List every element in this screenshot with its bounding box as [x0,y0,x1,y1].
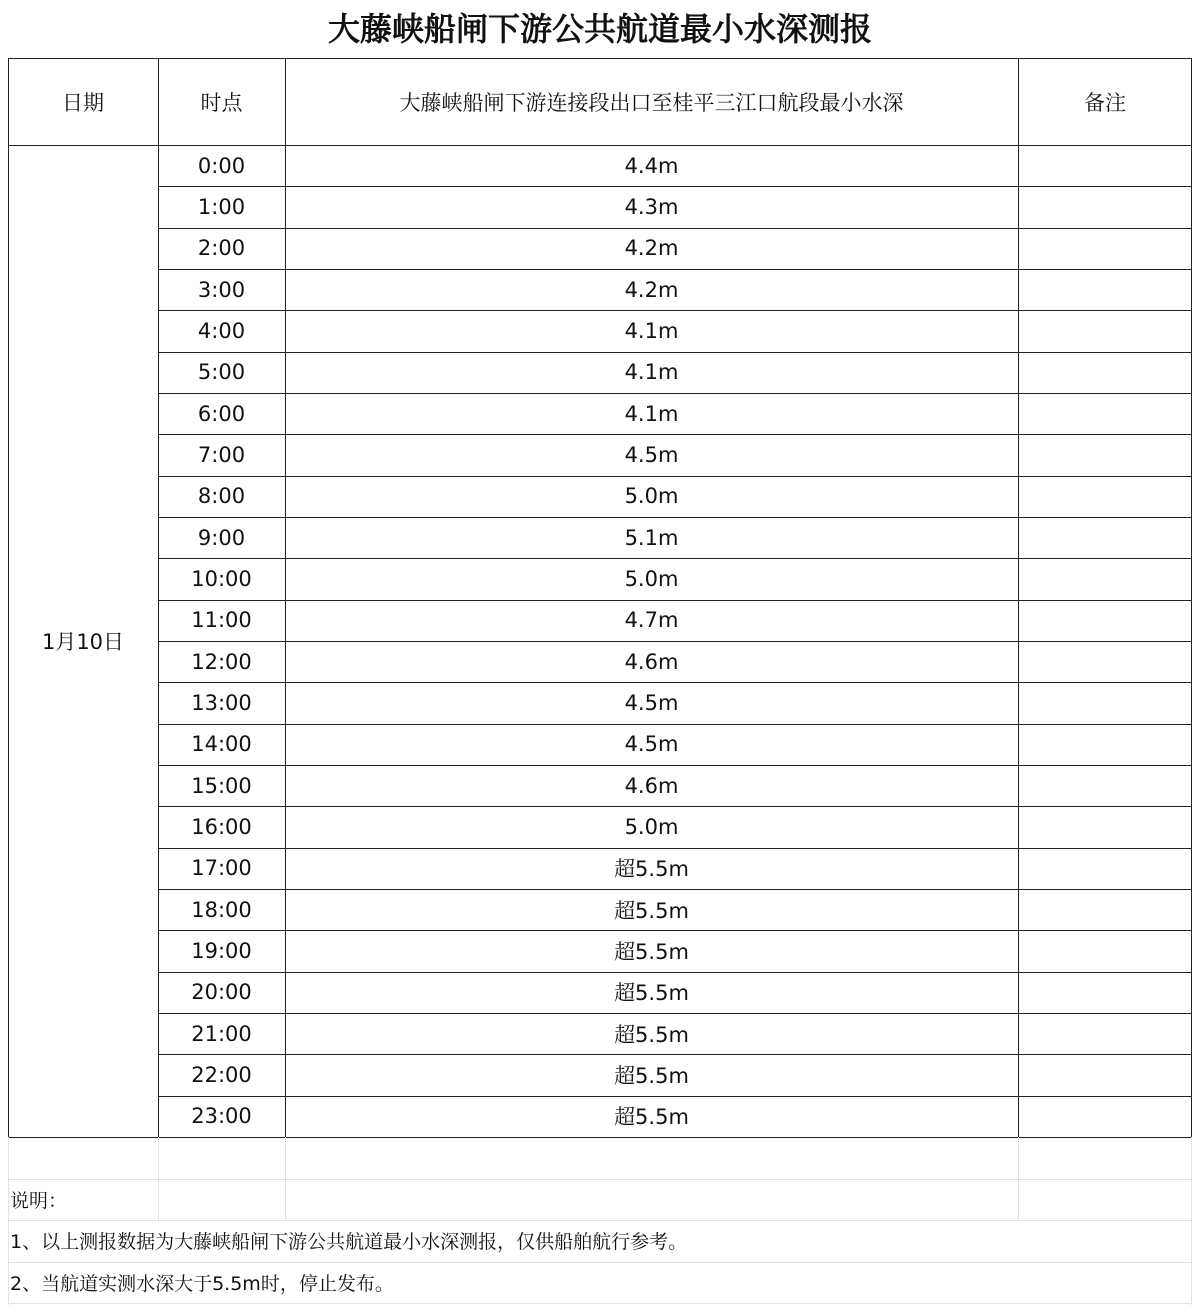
remark-cell [1018,352,1192,393]
time-cell: 20:00 [191,980,252,1005]
header-min-depth: 大藤峡船闸下游连接段出口至桂平三江口航段最小水深 [399,90,904,115]
grid-line [158,848,1192,849]
remark-cell [1018,393,1192,434]
report-title: 大藤峡船闸下游公共航道最小水深测报 [327,10,872,48]
grid-line [8,145,1192,146]
depth-cell: 4.5m [624,732,679,757]
remark-cell [1018,1054,1192,1095]
grid-line [8,58,9,1137]
remark-cell [1018,682,1192,723]
depth-cell: 4.2m [624,236,679,261]
grid-line [158,1137,159,1179]
notes-heading: 说明： [10,1190,68,1212]
time-cell: 9:00 [197,525,246,550]
time-cell: 23:00 [191,1104,252,1129]
grid-line [158,600,1192,601]
grid-line [285,1137,286,1179]
grid-line [1018,58,1019,1137]
depth-cell: 4.3m [624,194,679,219]
grid-line [158,1054,1192,1055]
remark-cell [1018,476,1192,517]
grid-line [158,889,1192,890]
header-date: 日期 [62,90,104,115]
depth-cell: 4.1m [624,318,679,343]
depth-cell: 4.5m [624,442,679,467]
time-cell: 7:00 [197,442,246,467]
grid-line [158,724,1192,725]
grid-line [8,1137,1192,1138]
grid-line [158,765,1192,766]
depth-cell: 4.6m [624,649,679,674]
grid-line [158,310,1192,311]
grid-line [158,186,1192,187]
time-cell: 19:00 [191,938,252,963]
time-cell: 16:00 [191,814,252,839]
time-cell: 11:00 [191,608,252,633]
remark-cell [1018,1096,1192,1137]
grid-line [158,269,1192,270]
grid-line [158,393,1192,394]
header-time: 时点 [200,90,243,115]
grid-line [158,58,159,1137]
depth-cell: 超5.5m [614,1022,689,1047]
remark-cell [1018,434,1192,475]
time-cell: 21:00 [191,1021,252,1046]
time-cell: 8:00 [197,484,246,509]
grid-line [8,1179,1192,1180]
header-remark: 备注 [1084,90,1126,115]
date-cell: 1月10日 [41,630,125,654]
remark-cell [1018,228,1192,269]
grid-line [158,517,1192,518]
grid-line [158,641,1192,642]
grid-line [158,1096,1192,1097]
remark-cell [1018,269,1192,310]
grid-line [158,352,1192,353]
grid-line [8,1303,1192,1304]
remark-cell [1018,806,1192,847]
grid-line [158,558,1192,559]
depth-cell: 超5.5m [614,939,689,964]
remark-cell [1018,186,1192,227]
time-cell: 2:00 [197,236,246,261]
time-cell: 22:00 [191,1062,252,1087]
time-cell: 10:00 [191,566,252,591]
remark-cell [1018,848,1192,889]
grid-line [158,434,1192,435]
depth-cell: 5.0m [624,814,679,839]
depth-cell: 4.6m [624,773,679,798]
remark-cell [1018,1013,1192,1054]
grid-line [158,806,1192,807]
grid-line [8,58,1192,59]
remark-cell [1018,145,1192,186]
remark-cell [1018,600,1192,641]
grid-line [158,228,1192,229]
grid-line [158,930,1192,931]
grid-line [158,476,1192,477]
depth-cell: 超5.5m [614,981,689,1006]
remark-cell [1018,765,1192,806]
remark-cell [1018,930,1192,971]
grid-line [1018,1137,1019,1220]
depth-cell: 超5.5m [614,857,689,882]
depth-cell: 4.1m [624,360,679,385]
time-cell: 3:00 [197,277,246,302]
depth-cell: 4.7m [624,608,679,633]
note-line-2: 2、当航道实测水深大于5.5m时，停止发布。 [10,1273,394,1295]
depth-cell: 4.4m [624,153,679,178]
depth-cell: 5.0m [624,484,679,509]
time-cell: 6:00 [197,401,246,426]
time-cell: 14:00 [191,732,252,757]
time-cell: 1:00 [197,194,246,219]
grid-line [158,1179,159,1220]
time-cell: 4:00 [197,318,246,343]
remark-cell [1018,889,1192,930]
grid-line [158,1013,1192,1014]
depth-cell: 超5.5m [614,1063,689,1088]
depth-cell: 4.2m [624,277,679,302]
grid-line [158,972,1192,973]
grid-line [8,1137,9,1305]
depth-cell: 5.0m [624,566,679,591]
time-cell: 15:00 [191,773,252,798]
depth-cell: 4.1m [624,401,679,426]
time-cell: 17:00 [191,856,252,881]
time-cell: 0:00 [197,153,246,178]
time-cell: 12:00 [191,649,252,674]
remark-cell [1018,641,1192,682]
depth-cell: 超5.5m [614,1105,689,1130]
grid-line [285,58,286,1137]
remark-cell [1018,558,1192,599]
time-cell: 18:00 [191,897,252,922]
grid-line [285,1179,286,1220]
remark-cell [1018,310,1192,351]
remark-cell [1018,972,1192,1013]
remark-cell [1018,517,1192,558]
time-cell: 5:00 [197,360,246,385]
grid-line [1191,1137,1192,1305]
grid-line [158,682,1192,683]
depth-cell: 4.5m [624,690,679,715]
time-cell: 13:00 [191,690,252,715]
depth-cell: 5.1m [624,525,679,550]
remark-cell [1018,724,1192,765]
depth-cell: 超5.5m [614,898,689,923]
grid-line [1191,58,1192,1137]
note-line-1: 1、以上测报数据为大藤峡船闸下游公共航道最小水深测报，仅供船舶航行参考。 [10,1231,688,1253]
